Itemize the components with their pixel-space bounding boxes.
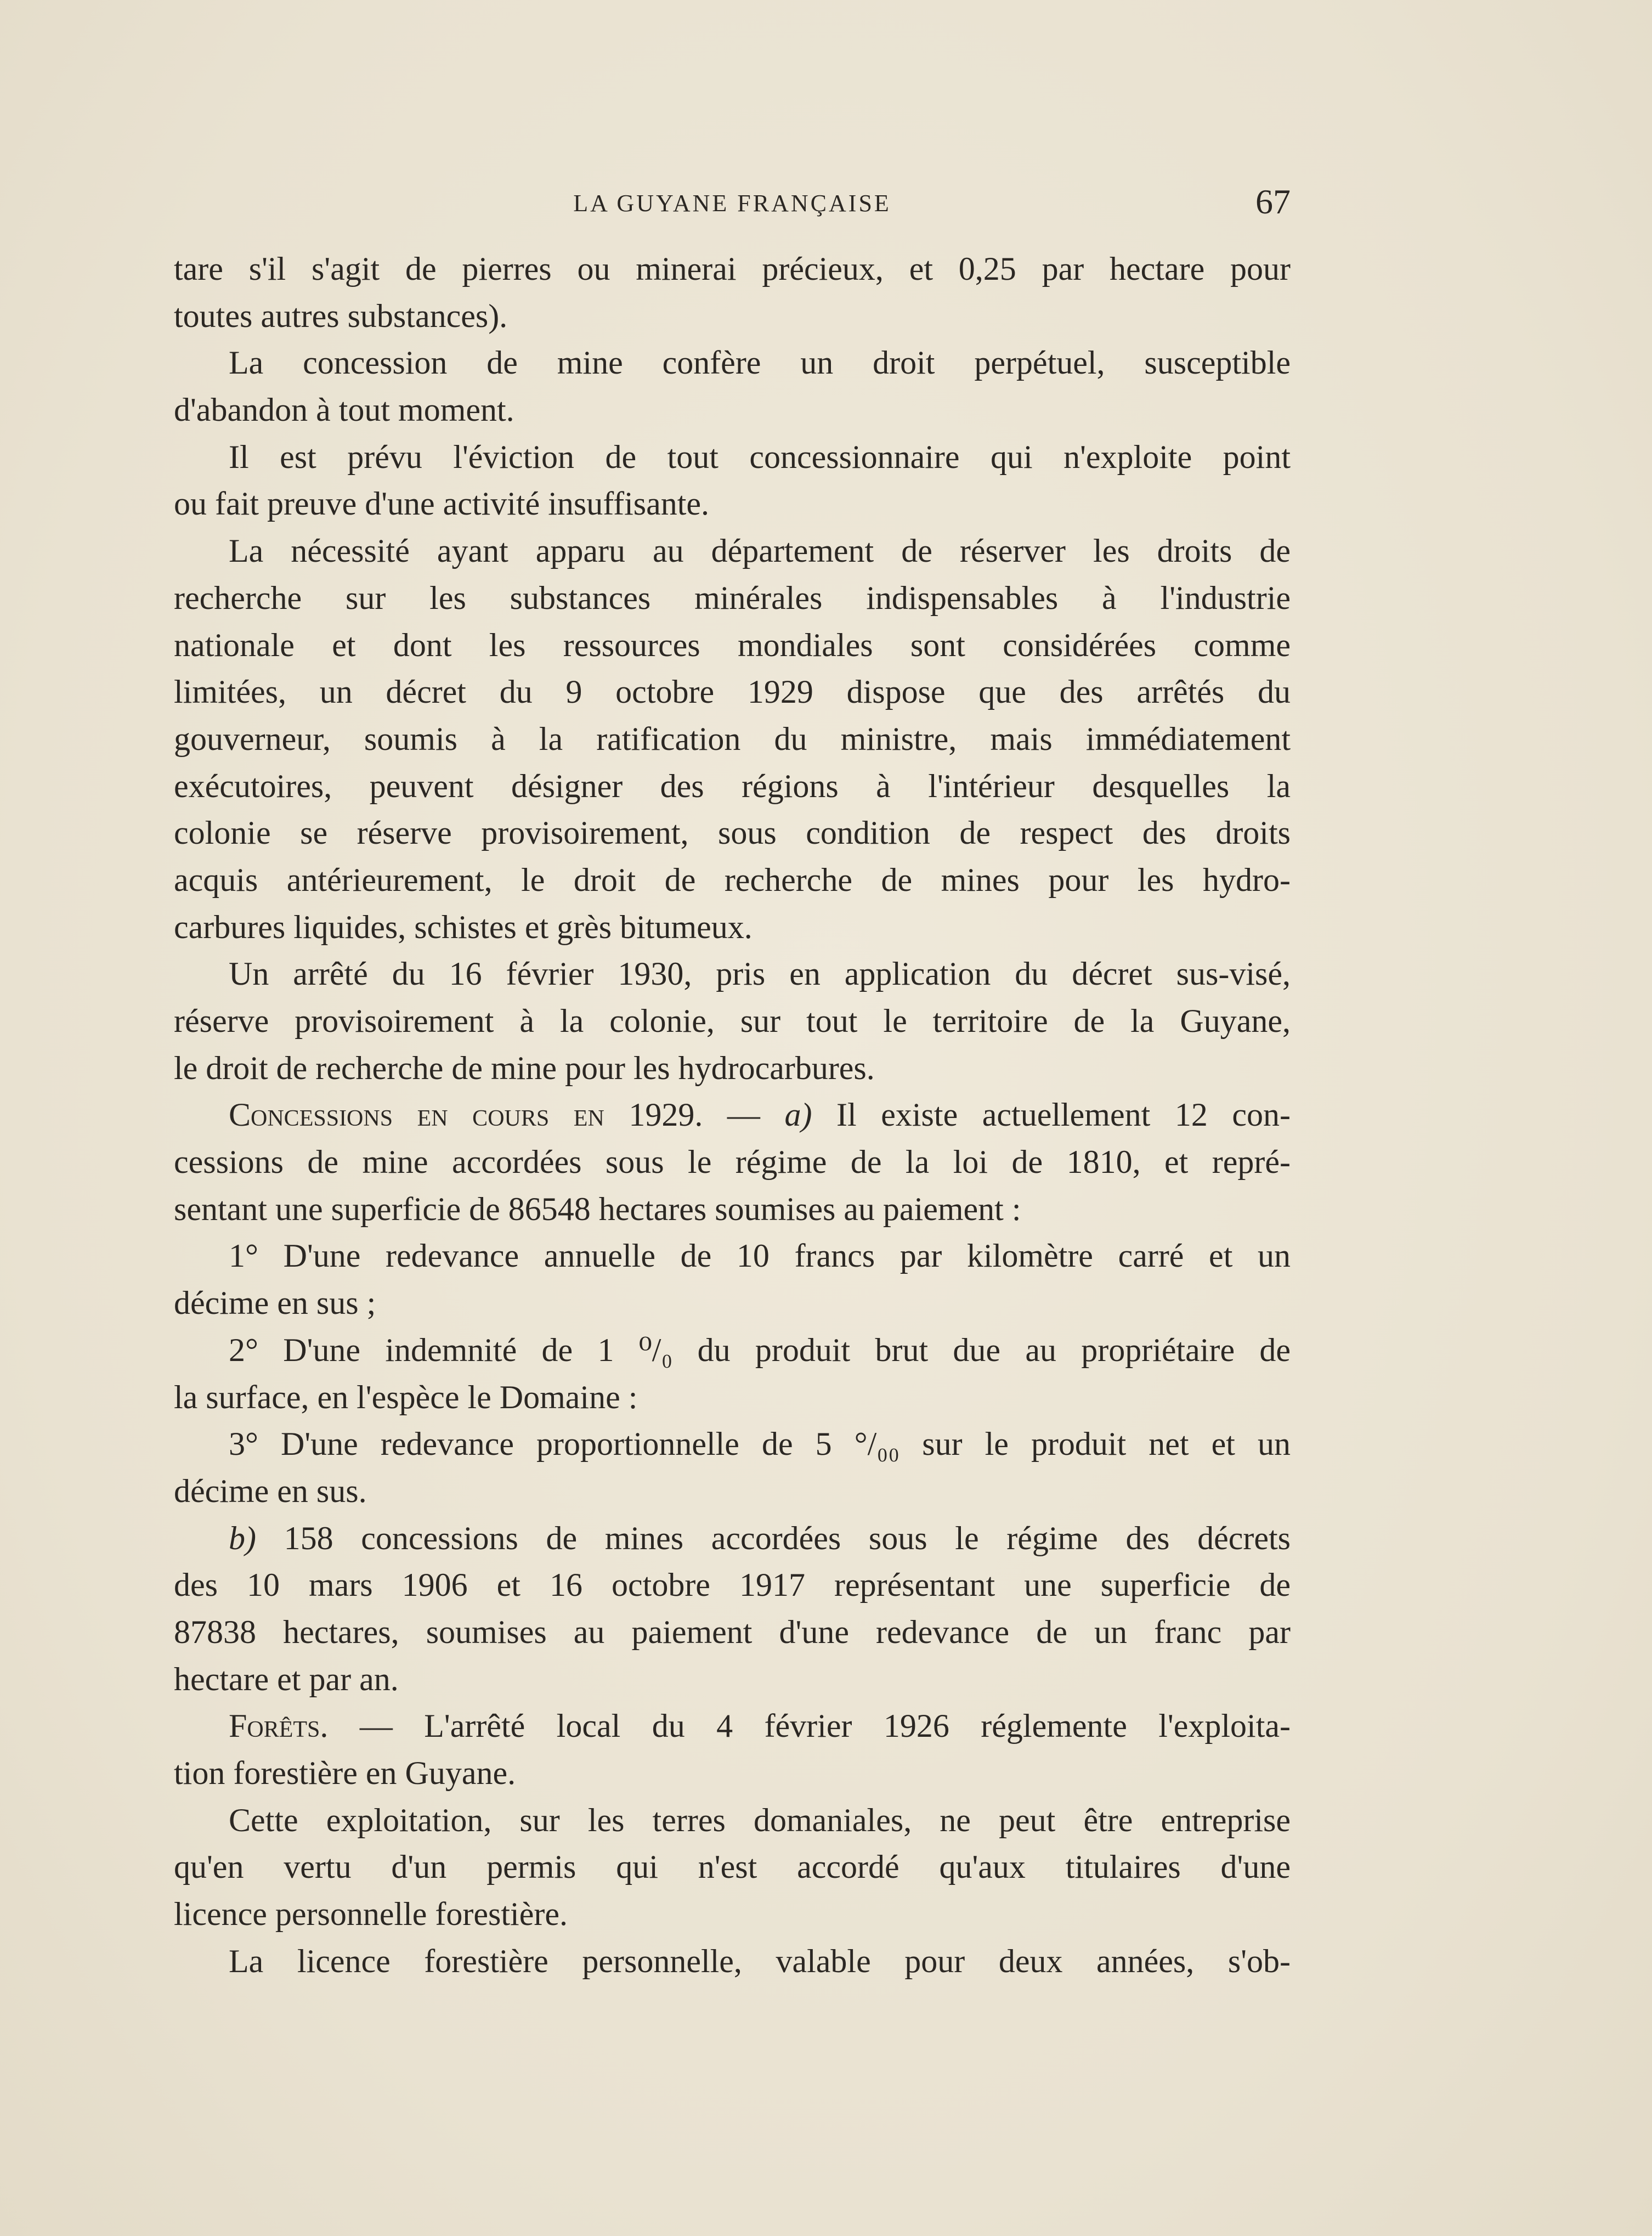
text-line: des 10 mars 1906 et 16 octobre 1917 représentant une superficie de: [174, 1567, 1291, 1603]
text-line: Un arrêté du 16 février 1930, pris en application du décret sus-visé,: [229, 956, 1291, 992]
paragraph: [174, 434, 1291, 528]
text-segment: 158 concessions de mines accordées sous le régime des décrets: [256, 1520, 1291, 1556]
text-line: d'abandon à tout moment.: [174, 392, 514, 428]
text-line: carbures liquides, schistes et grès bitumeux.: [174, 908, 753, 945]
text-segment: Il existe actuellement 12 con-: [812, 1097, 1291, 1133]
text-line: [174, 1703, 1291, 1750]
text-line: réserve provisoirement à la colonie, sur tout le territoire de la Guyane,: [174, 1003, 1291, 1039]
text-line: limitées, un décret du 9 octobre 1929 dispose que des arrêtés du: [174, 674, 1291, 710]
paragraph: [174, 951, 1291, 1092]
text-line: gouverneur, soumis à la ratification du ministre, mais immédiatement: [174, 720, 1291, 757]
text-line: recherche sur les substances minérales indispensables à l'industrie: [174, 579, 1291, 616]
text-segment: 1929. —: [604, 1097, 785, 1133]
paragraph: [174, 1797, 1291, 1938]
section-heading: Concessions en cours en: [229, 1097, 604, 1133]
text-line: La nécessité ayant apparu au département de réserver les droits de: [229, 533, 1291, 569]
paragraph: [174, 1515, 1291, 1703]
text-line: tare s'il s'agit de pierres ou minerai précieux, et 0,25 par hectare pour: [174, 251, 1291, 287]
text-line: 1° D'une redevance annuelle de 10 francs par kilomètre carré et un: [229, 1238, 1291, 1274]
text-line: décime en sus ;: [174, 1285, 376, 1322]
paragraph: [174, 1233, 1291, 1326]
text-line: 3° D'une redevance proportionnelle de 5 °/₀₀ sur le produit net et un: [229, 1426, 1291, 1463]
text-segment: — L'arrêté local du 4 février 1926 réglemente l'exploita-: [328, 1708, 1291, 1744]
body-text: [174, 246, 1291, 1985]
text-line: cessions de mine accordées sous le régime de la loi de 1810, et repré-: [174, 1144, 1291, 1181]
paragraph: [174, 246, 1291, 340]
page-number: 67: [1255, 182, 1291, 221]
paragraph: [174, 1421, 1291, 1515]
text-line: 2° D'une indemnité de 1 ⁰/₀ du produit brut due au propriétaire de: [229, 1331, 1291, 1368]
text-line: nationale et dont les ressources mondiales sont considérées comme: [174, 626, 1291, 663]
text-line: le droit de recherche de mine pour les hydrocarbures.: [174, 1049, 875, 1086]
paragraph: [174, 1327, 1291, 1421]
text-line: tion forestière en Guyane.: [174, 1755, 516, 1791]
text-line: [174, 1092, 1291, 1139]
text-line: acquis antérieurement, le droit de recherche de mines pour les hydro-: [174, 861, 1291, 898]
running-title: LA GUYANE FRANÇAISE: [573, 190, 891, 217]
text-line: exécutoires, peuvent désigner des régions à l'intérieur desquelles la: [174, 767, 1291, 804]
section-heading: Forêts.: [229, 1708, 329, 1744]
paragraph: [174, 1092, 1291, 1233]
text-line: décime en sus.: [174, 1472, 367, 1509]
text-line: La licence forestière personnelle, valable pour deux années, s'ob-: [229, 1943, 1291, 1979]
text-line: colonie se réserve provisoirement, sous condition de respect des droits: [174, 815, 1291, 851]
text-line: ou fait preuve d'une activité insuffisante.: [174, 485, 710, 522]
text-line: toutes autres substances).: [174, 297, 508, 334]
paragraph: [174, 528, 1291, 951]
text-line: hectare et par an.: [174, 1661, 399, 1697]
paragraph: [174, 1938, 1291, 1985]
text-line: la surface, en l'espèce le Domaine :: [174, 1379, 638, 1415]
text-line: Cette exploitation, sur les terres domaniales, ne peut être entreprise: [229, 1802, 1291, 1838]
paragraph: [174, 1703, 1291, 1797]
text-line: qu'en vertu d'un permis qui n'est accordé qu'aux titulaires d'une: [174, 1849, 1291, 1885]
text-line: 87838 hectares, soumises au paiement d'une redevance de un franc par: [174, 1613, 1291, 1650]
enumeration-label: a): [784, 1097, 812, 1133]
text-line: La concession de mine confère un droit perpétuel, susceptible: [229, 345, 1291, 381]
text-line: Il est prévu l'éviction de tout concessionnaire qui n'exploite point: [229, 438, 1291, 475]
running-header: [174, 184, 1291, 228]
paragraph: [174, 340, 1291, 433]
text-line: licence personnelle forestière.: [174, 1896, 568, 1933]
enumeration-label: b): [229, 1520, 256, 1556]
text-line: [174, 1515, 1291, 1562]
text-line: sentant une superficie de 86548 hectares soumises au paiement :: [174, 1190, 1021, 1227]
